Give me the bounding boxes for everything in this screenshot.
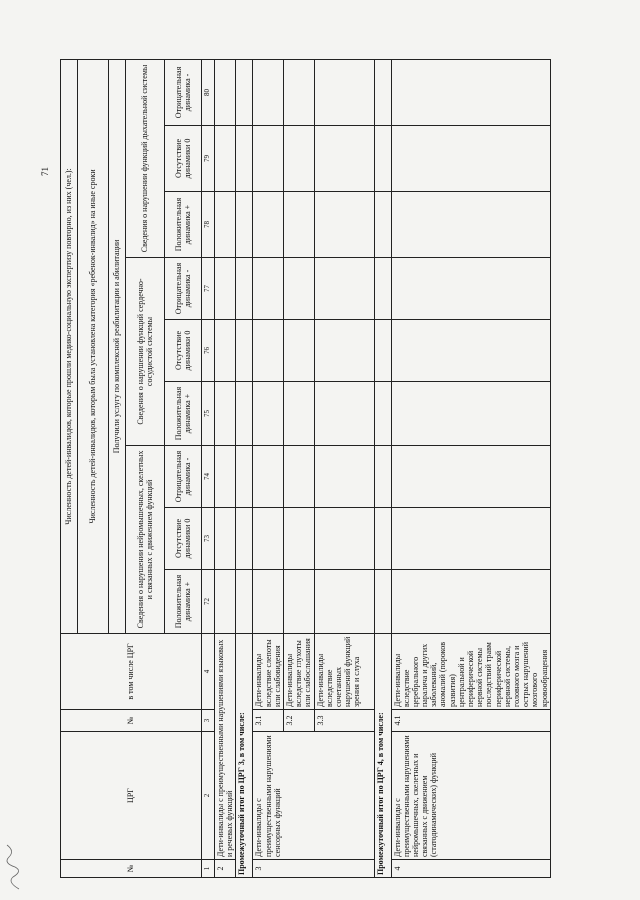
row-label: Дети-инвалиды с преимущественными нарушениями языковых и речевых функций	[215, 634, 236, 860]
subtotal-row	[236, 59, 253, 877]
table-row	[215, 59, 236, 877]
row-number: 2	[215, 860, 236, 878]
col-number: 75	[202, 382, 215, 446]
group-cardiovascular: Сведения о нарушении функций сердечно-сосудистой системы	[126, 258, 165, 446]
row-label: Дети-инвалиды с преимущественными нарушениями сенсорных функций	[253, 732, 374, 860]
dyn-negative: Отрицательная динамика -	[165, 446, 202, 508]
sub-number: 3.2	[283, 710, 314, 732]
sub-label: Дети-инвалиды вследствие глухоты или слабослышания	[283, 634, 314, 710]
statistics-table	[60, 59, 551, 878]
col-number: 80	[202, 59, 215, 125]
sub-label: Дети-инвалиды вследствие слепоты или слабовидения	[253, 634, 284, 710]
col-number: 73	[202, 508, 215, 570]
col-number: 77	[202, 258, 215, 320]
subtotal-label: Промежуточный итог по ЦРГ 3, в том числе:	[236, 634, 253, 878]
dyn-none: Отсутствие динамики 0	[165, 508, 202, 570]
dyn-negative: Отрицательная динамика -	[165, 59, 202, 125]
sub-number: 3.3	[314, 710, 374, 732]
sub-number: 3.1	[253, 710, 284, 732]
row-label: Дети-инвалиды с преимущественными нарушениями нейромышечных, скелетных и связанных с движением (статодинамических) функций	[391, 732, 550, 860]
dyn-none: Отсутствие динамики 0	[165, 320, 202, 382]
dyn-positive: Положительная динамика +	[165, 192, 202, 258]
dyn-negative: Отрицательная динамика -	[165, 258, 202, 320]
col-number: 3	[202, 710, 215, 732]
subtotal-row	[374, 59, 391, 877]
row-number: 4	[391, 860, 550, 878]
col-number: 2	[202, 732, 215, 860]
margin-scribble-mark	[4, 840, 24, 895]
row-number: 3	[253, 860, 374, 878]
col-crg-header: ЦРГ	[61, 732, 202, 860]
col-number: 76	[202, 320, 215, 382]
col-number: 72	[202, 570, 215, 634]
total-title: Численность детей-инвалидов, которые прошли медико-социальную экспертизу повторно, из них (чел.):	[61, 59, 78, 633]
subtotal-label: Промежуточный итог по ЦРГ 4, в том числе:	[374, 634, 391, 878]
sub-label: Дети-инвалиды вследствие сочетанных нарушений функций зрения и слуха	[314, 634, 374, 710]
dyn-positive: Положительная динамика +	[165, 382, 202, 446]
table-row	[253, 59, 284, 877]
group-respiratory: Сведения о нарушении функций дыхательной системы	[126, 59, 165, 257]
column-numbers-row	[202, 59, 215, 877]
category-title: Численность детей-инвалидов, которым была установлена категория «ребенок-инвалид» на иные сроки	[78, 59, 109, 633]
col-number: 74	[202, 446, 215, 508]
col-number: 4	[202, 634, 215, 710]
col-number: 1	[202, 860, 215, 878]
col-incl-header: в том числе ЦРГ	[61, 634, 202, 710]
header-row-1	[61, 59, 78, 877]
col-num-header: №	[61, 710, 202, 732]
table-row	[391, 59, 550, 877]
dyn-positive: Положительная динамика +	[165, 570, 202, 634]
col-number: 78	[202, 192, 215, 258]
group-neuromuscular: Сведения о нарушении нейромышечных, скелетных и связанных с движением функций	[126, 446, 165, 634]
service-title: Получили услугу по комплексной реабилитации и абилитации	[109, 59, 126, 633]
dyn-none: Отсутствие динамики 0	[165, 126, 202, 192]
col-number: 79	[202, 126, 215, 192]
col-no-header: №	[61, 860, 202, 878]
sub-number: 4.1	[391, 710, 550, 732]
rotated-table-container	[60, 60, 640, 878]
page-number: 71	[40, 167, 50, 176]
sub-label: Дети-инвалиды вследствие церебрального паралича и других заболеваний, аномалий (пороков развития) центральной и периферической нервной системы последствий травм периферической нервной системы, головного мозга и острых нарушений мозгового кровообращения	[391, 634, 550, 710]
